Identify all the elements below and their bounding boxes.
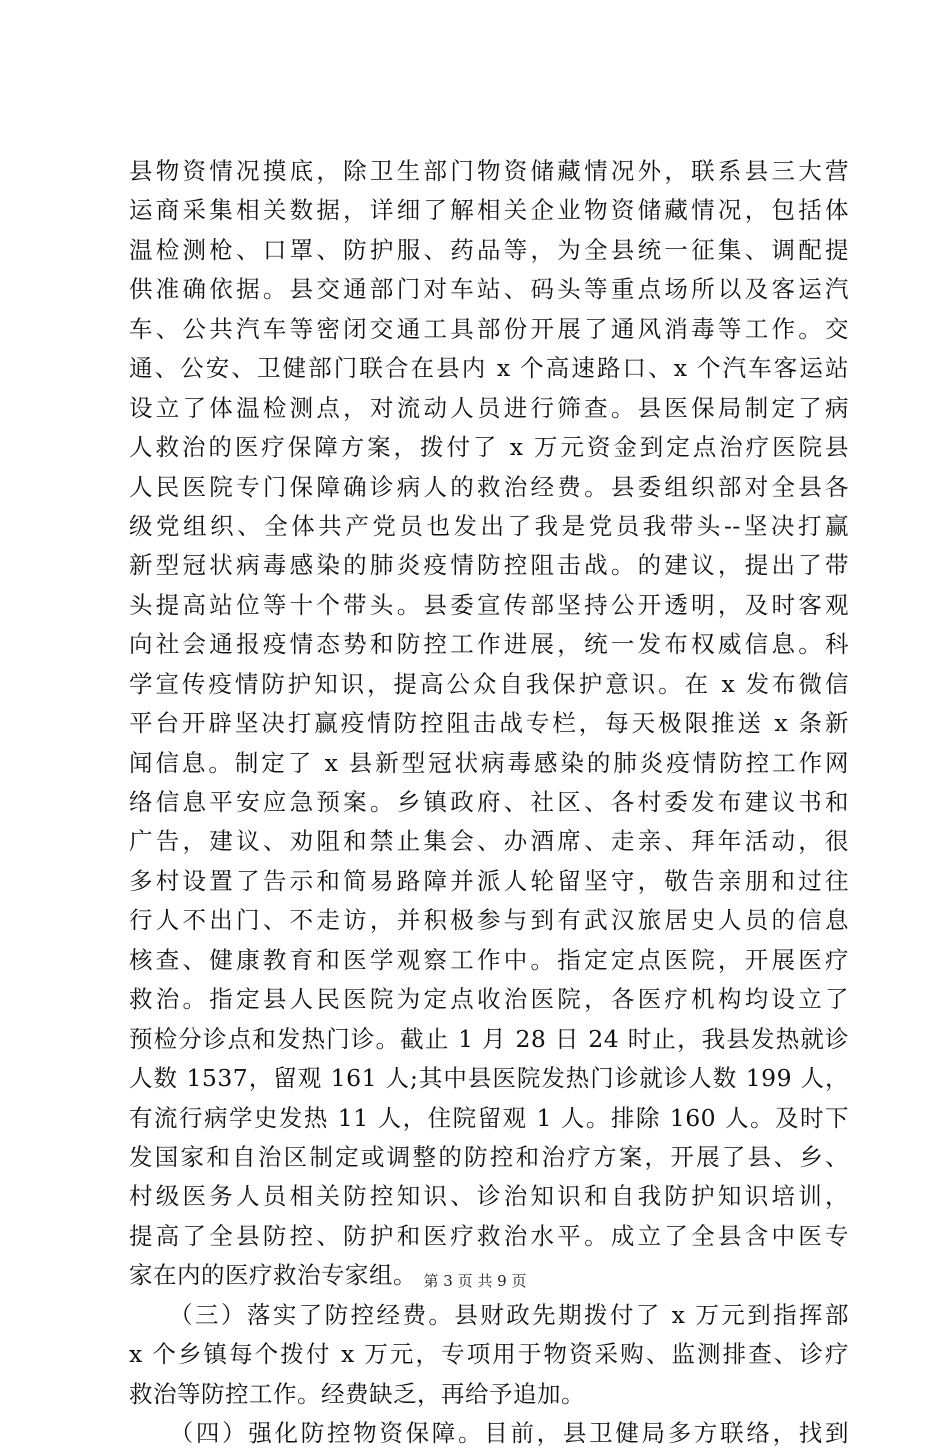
text-line: 有流行病学史发热 11 人，住院留观 1 人。排除 160 人。及时下: [129, 1103, 849, 1132]
text-line: 头提高站位等十个带头。县委宣传部坚持公开透明，及时客观: [129, 590, 849, 619]
text-line: x 个乡镇每个拨付 x 万元，专项用于物资采购、监测排查、诊疗: [129, 1340, 849, 1369]
text-line: 救治。指定县人民医院为定点收治医院，各医疗机构均设立了: [129, 985, 849, 1014]
text-line: 广告，建议、劝阻和禁止集会、办酒席、走亲、拜年活动，很: [129, 827, 849, 856]
text-line: 多村设置了告示和简易路障并派人轮留坚守，敬告亲朋和过往: [129, 866, 849, 895]
text-line: 运商采集相关数据，详细了解相关企业物资储藏情况，包括体: [129, 196, 849, 225]
text-line: 人数 1537，留观 161 人;其中县医院发热门诊就诊人数 199 人，: [129, 1064, 849, 1093]
text-line: 人民医院专门保障确诊病人的救治经费。县委组织部对全县各: [129, 472, 849, 501]
text-line: 村级医务人员相关防控知识、诊治知识和自我防护知识培训，: [129, 1182, 849, 1211]
text-line: 家在内的医疗救治专家组。: [129, 1261, 417, 1290]
text-line: 核查、健康教育和医学观察工作中。指定定点医院，开展医疗: [129, 945, 849, 974]
text-line: 发国家和自治区制定或调整的防控和治疗方案，开展了县、乡、: [129, 1142, 849, 1171]
text-line: 络信息平安应急预案。乡镇政府、社区、各村委发布建议书和: [129, 788, 849, 816]
text-line: 车、公共汽车等密闭交通工具部份开展了通风消毒等工作。交: [129, 314, 849, 343]
text-line: 预检分诊点和发热门诊。截止 1 月 28 日 24 时止，我县发热就诊: [129, 1024, 849, 1053]
text-line: 通、公安、卫健部门联合在县内 x 个高速路口、x 个汽车客运站: [129, 354, 849, 383]
text-line: 温检测枪、口罩、防护服、药品等，为全县统一征集、调配提: [129, 235, 849, 264]
page-footer: 第 3 页 共 9 页: [423, 1272, 527, 1290]
document-body: [129, 152, 849, 1453]
text-line: 设立了体温检测点，对流动人员进行筛查。县医保局制定了病: [129, 393, 849, 422]
text-line: 人救治的医疗保障方案，拨付了 x 万元资金到定点治疗医院县: [129, 433, 849, 462]
text-line: 提高了全县防控、防护和医疗救治水平。成立了全县含中医专: [129, 1221, 849, 1250]
text-line: （三）落实了防控经费。县财政先期拨付了 x 万元到指挥部: [129, 1300, 849, 1329]
text-line: 县物资情况摸底，除卫生部门物资储藏情况外，联系县三大营: [129, 157, 849, 185]
text-line: （四）强化防控物资保障。目前，县卫健局多方联络，找到: [129, 1419, 849, 1447]
text-line: 供准确依据。县交通部门对车站、码头等重点场所以及客运汽: [129, 275, 849, 304]
text-line: 闻信息。制定了 x 县新型冠状病毒感染的肺炎疫情防控工作网: [129, 748, 849, 777]
text-line: 向社会通报疫情态势和防控工作进展，统一发布权威信息。科: [129, 630, 849, 659]
text-line: 学宣传疫情防护知识，提高公众自我保护意识。在 x 发布微信: [129, 669, 849, 698]
text-line: 行人不出门、不走访，并积极参与到有武汉旅居史人员的信息: [129, 906, 849, 935]
text-line: 平台开辟坚决打赢疫情防控阻击战专栏，每天极限推送 x 条新: [129, 709, 849, 738]
text-line: 新型冠状病毒感染的肺炎疫情防控阻击战。的建议，提出了带: [129, 551, 849, 580]
text-line: 救治等防控工作。经费缺乏，再给予追加。: [129, 1379, 585, 1408]
text-line: 级党组织、全体共产党员也发出了我是党员我带头--坚决打赢: [129, 511, 849, 540]
